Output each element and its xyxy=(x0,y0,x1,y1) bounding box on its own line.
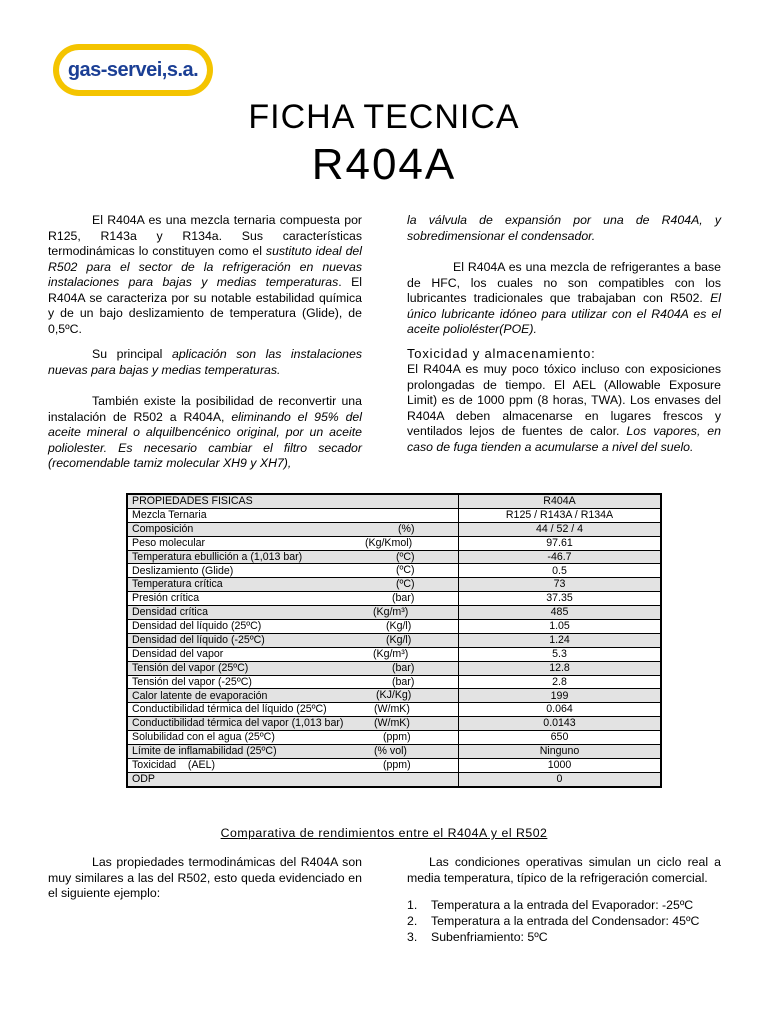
properties-table xyxy=(126,493,662,788)
property-unit: (Kg/l) xyxy=(386,620,412,633)
property-name: Densidad crítica xyxy=(132,606,208,619)
table-row xyxy=(127,550,661,564)
property-name: Toxicidad (AEL) xyxy=(132,758,216,771)
table-row xyxy=(127,592,661,606)
table-row xyxy=(127,731,661,745)
property-unit: (KJ/Kg) xyxy=(376,689,412,702)
property-unit: (% vol) xyxy=(374,745,407,758)
property-unit: (Kg/l) xyxy=(386,633,412,646)
table-row xyxy=(127,772,661,786)
property-unit: (ºC) xyxy=(396,564,415,577)
property-name: Límite de inflamabilidad (25ºC) xyxy=(132,745,277,758)
property-unit: (Kg/Kmol) xyxy=(365,536,413,549)
property-name: Conductibilidad térmica del vapor (1,013 bar) xyxy=(132,717,344,730)
table-header-row xyxy=(127,494,661,508)
property-value: 5.3 xyxy=(459,647,662,661)
table-row xyxy=(127,703,661,717)
toxicity-paragraph: El R404A es muy poco tóxico incluso con exposiciones prolongadas de tiempo. El AEL (Allowable Exposure Limit) es de 1000 ppm (8 horas, TWA). Los envases del R404A deben almacenarse en lugares frescos y ventilados lejos de fuentes de calor. Los vapores, en caso de fuga tienden a acumularse a nivel del suelo. xyxy=(407,362,721,454)
property-value: 0.5 xyxy=(459,564,662,578)
property-value: 12.8 xyxy=(459,661,662,675)
table-row xyxy=(127,745,661,759)
logo-badge xyxy=(59,50,207,90)
conditions-list xyxy=(407,897,737,945)
toxicity-heading: Toxicidad y almacenamiento: xyxy=(407,346,596,361)
property-value: Ninguno xyxy=(459,745,662,759)
property-value: 0.0143 xyxy=(459,717,662,731)
document-title: FICHA TECNICA xyxy=(248,98,520,136)
property-value: 44 / 52 / 4 xyxy=(459,522,662,536)
property-value: 1.05 xyxy=(459,620,662,634)
list-number: 3. xyxy=(407,930,418,944)
property-unit: (bar) xyxy=(392,675,415,688)
property-unit: (W/mK) xyxy=(374,703,410,716)
table-row xyxy=(127,522,661,536)
property-unit: (bar) xyxy=(392,661,415,674)
property-name: Presión crítica xyxy=(132,592,200,605)
table-row xyxy=(127,717,661,731)
property-name: Tensión del vapor (25ºC) xyxy=(132,661,249,674)
list-number: 1. xyxy=(407,898,418,912)
table-row xyxy=(127,675,661,689)
property-value: 1000 xyxy=(459,758,662,772)
property-name: Mezcla Ternaria xyxy=(132,508,207,521)
header-value: R404A xyxy=(459,494,662,508)
property-unit: (ºC) xyxy=(396,550,415,563)
list-item xyxy=(407,897,737,913)
property-name: Temperatura ebullición a (1,013 bar) xyxy=(132,550,303,563)
property-name: Peso molecular xyxy=(132,536,206,549)
logo-text: gas-servei,s.a. xyxy=(67,58,199,81)
intro-paragraph-1: El R404A es una mezcla ternaria compuesta por R125, R143a y R134a. Sus características termodinámicas lo constituyen como el sustituto ideal del R502 para el sector de la refrigeración en nuevas instalaciones para bajas y medias temperaturas. El R404A se caracteriza por su notable estabilidad química y de un bajo deslizamiento de temperatura (Glide), de 0,5ºC. xyxy=(48,213,362,336)
property-unit: (%) xyxy=(398,522,415,535)
intro-paragraph-2: Su principal aplicación son las instalaciones nuevas para bajas y medias temperaturas. xyxy=(48,347,363,377)
table-row xyxy=(127,620,661,634)
header-property: PROPIEDADES FISICAS xyxy=(127,494,459,508)
property-value: 0 xyxy=(459,772,662,786)
property-value: 73 xyxy=(459,578,662,592)
property-name: Conductibilidad térmica del líquido (25ºC) xyxy=(132,703,327,716)
company-logo xyxy=(53,44,213,96)
property-name: Densidad del líquido (25ºC) xyxy=(132,620,262,633)
property-value: 1.24 xyxy=(459,633,662,647)
property-name: Densidad del vapor xyxy=(132,647,224,660)
list-item xyxy=(407,913,737,929)
property-unit: (ºC) xyxy=(396,578,415,591)
table-row xyxy=(127,689,661,703)
table-row xyxy=(127,647,661,661)
list-text: Subenfriamiento: 5ºC xyxy=(431,930,548,944)
property-name: Calor latente de evaporación xyxy=(132,689,268,702)
property-name: Tensión del vapor (-25ºC) xyxy=(132,675,252,688)
intro-paragraph-4: la válvula de expansión por una de R404A, y sobredimensionar el condensador. xyxy=(407,213,721,243)
product-title: R404A xyxy=(311,140,457,189)
intro-paragraph-3: También existe la posibilidad de reconvertir una instalación de R502 a R404A, eliminando el 95% del aceite mineral o alquilbencénico original, por un aceite poliolester. Es necesario cambiar el filtro secador (recomendable tamiz molecular XH9 y XH7), xyxy=(48,394,362,470)
table-row xyxy=(127,633,661,647)
property-name: Solubilidad con el agua (25ºC) xyxy=(132,731,275,744)
property-unit: (Kg/m³) xyxy=(373,647,409,660)
property-value: 0.064 xyxy=(459,703,662,717)
table-row xyxy=(127,508,661,522)
property-unit: (bar) xyxy=(392,592,415,605)
property-name: Densidad del líquido (-25ºC) xyxy=(132,633,265,646)
property-value: 2.8 xyxy=(459,675,662,689)
property-value: R125 / R143A / R134A xyxy=(459,508,662,522)
property-value: -46.7 xyxy=(459,550,662,564)
table-row xyxy=(127,536,661,550)
comparison-title: Comparativa de rendimientos entre el R404A y el R502 xyxy=(220,826,548,840)
table-row xyxy=(127,758,661,772)
list-text: Temperatura a la entrada del Evaporador: -25ºC xyxy=(431,898,694,912)
property-unit: (Kg/m³) xyxy=(373,606,409,619)
comparison-left-paragraph: Las propiedades termodinámicas del R404A son muy similares a las del R502, esto queda evidenciado en el siguiente ejemplo: xyxy=(48,855,362,900)
table-row xyxy=(127,578,661,592)
property-value: 650 xyxy=(459,731,662,745)
property-value: 485 xyxy=(459,606,662,620)
property-name: ODP xyxy=(132,772,155,785)
property-value: 37.35 xyxy=(459,592,662,606)
property-name: Composición xyxy=(132,522,194,535)
table-row xyxy=(127,606,661,620)
table-row xyxy=(127,564,661,578)
list-number: 2. xyxy=(407,914,418,928)
property-name: Deslizamiento (Glide) xyxy=(132,564,234,577)
intro-paragraph-5: El R404A es una mezcla de refrigerantes a base de HFC, los cuales no son compatibles con los lubricantes tradicionales que trabajaban con R502. El único lubricante idóneo para utilizar con el R404A es el aceite polioléster(POE). xyxy=(407,260,721,336)
property-unit: (ppm) xyxy=(383,758,411,771)
list-item xyxy=(407,929,737,945)
table-row xyxy=(127,661,661,675)
property-unit: (W/mK) xyxy=(374,717,410,730)
property-value: 199 xyxy=(459,689,662,703)
property-unit: (ppm) xyxy=(383,731,411,744)
list-text: Temperatura a la entrada del Condensador: 45ºC xyxy=(431,914,700,928)
property-name: Temperatura crítica xyxy=(132,578,223,591)
comparison-right-paragraph: Las condiciones operativas simulan un ciclo real a media temperatura, típico de la refrigeración comercial. xyxy=(407,855,721,885)
property-value: 97.61 xyxy=(459,536,662,550)
